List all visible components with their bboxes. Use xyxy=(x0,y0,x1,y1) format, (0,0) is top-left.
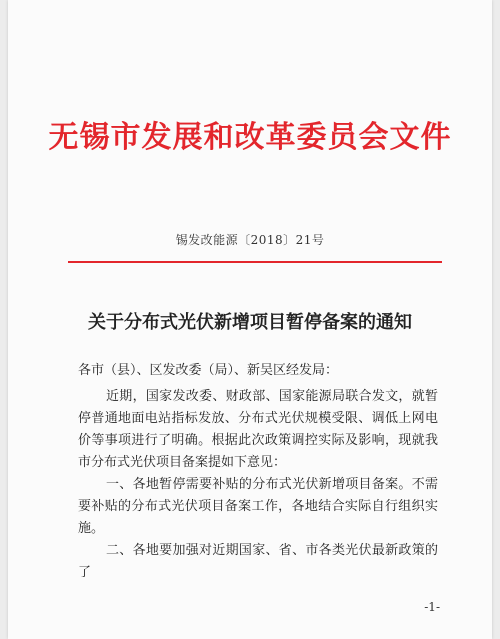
document-header-title: 无锡市发展和改革委员会文件 xyxy=(48,120,452,155)
body-paragraph: 一、各地暂停需要补贴的分布式光伏新增项目备案。不需要补贴的分布式光伏项目备案工作，各地结合实际自行组织实施。 xyxy=(78,477,438,536)
notice-title: 关于分布式光伏新增项目暂停备案的通知 xyxy=(88,312,412,333)
body-paragraph: 近期，国家发改委、财政部、国家能源局联合发文，就暂停普通地面电站指标发放、分布式光伏规模受限、调低上网电价等事项进行了明确。根据此次政策调控实际及影响，现就我市分布式光伏项目备案提如下意见： xyxy=(78,389,438,470)
salutation: 各市（县）、区发改委（局）、新吴区经发局： xyxy=(78,363,339,378)
document-body xyxy=(78,360,438,584)
document-number: 锡发改能源〔2018〕21号 xyxy=(175,233,325,247)
body-paragraph: 二、各地要加强对近期国家、省、市各类光伏最新政策的了 xyxy=(78,543,438,580)
page-number: -1- xyxy=(424,600,440,614)
red-divider-line xyxy=(68,261,442,263)
document-page xyxy=(8,0,492,639)
